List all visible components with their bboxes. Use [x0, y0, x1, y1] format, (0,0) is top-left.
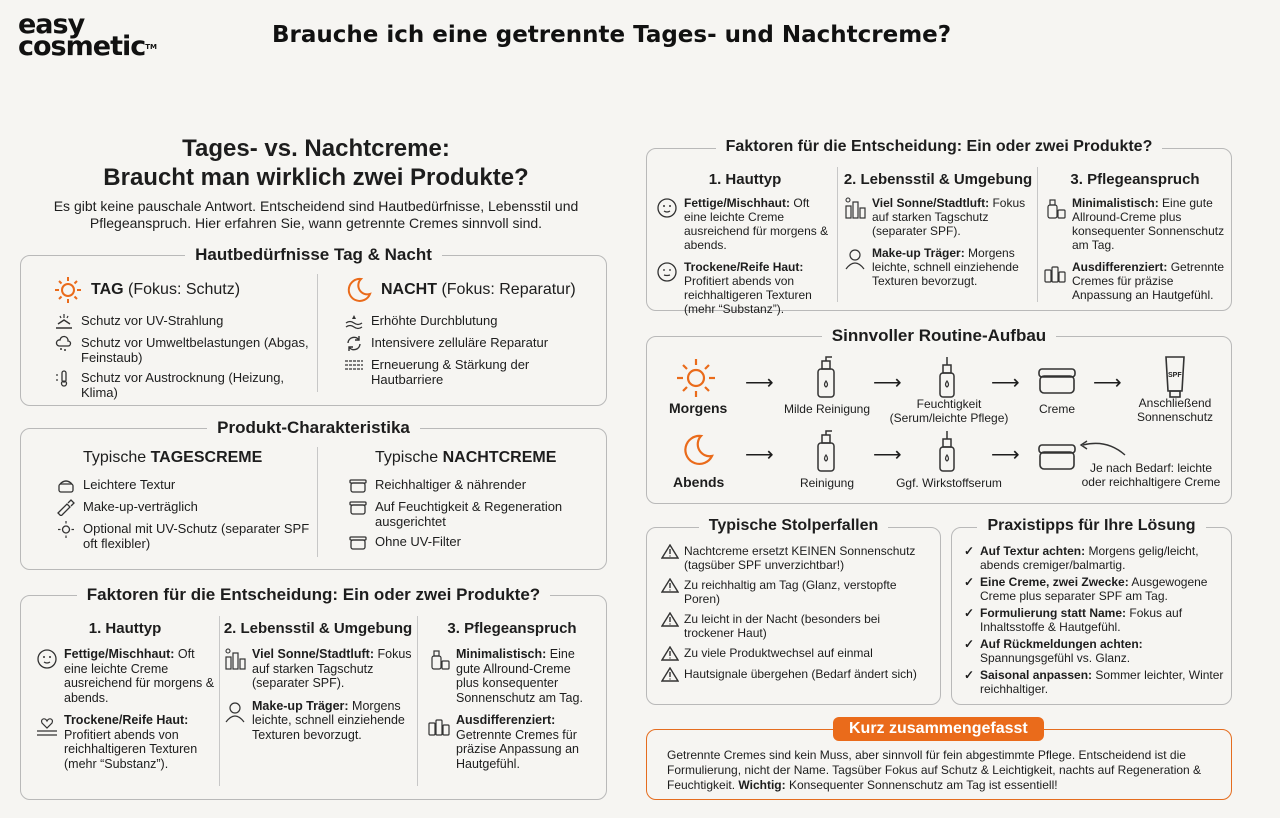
arrow-icon: ⟶: [991, 444, 1020, 466]
list-item: ✓ Auf Textur achten: Morgens gelig/leicht, abends cremiger/balmartig.: [964, 544, 1199, 572]
woman-portrait-icon: [223, 699, 247, 723]
list-item: Optional mit UV-Schutz (separater SPF oft flexibler): [55, 521, 315, 551]
factors-compact-column-2: [843, 171, 1033, 296]
repair-cycle-icon: [343, 335, 365, 352]
city-sun-icon: [843, 196, 867, 220]
night-cream-heading: Typische NACHTCREME: [375, 449, 557, 466]
list-item: Ohne UV-Filter: [347, 534, 597, 551]
woman-portrait-icon: [843, 246, 867, 270]
list-item: Zu leicht in der Nacht (besonders bei trockener Haut): [661, 612, 933, 640]
cleanser-bottle-icon: [815, 429, 837, 473]
list-item: Nachtcreme ersetzt KEINEN Sonnenschutz (tagsüber SPF unverzichtbar!): [661, 544, 933, 572]
step-label: Ggf. Wirkstoffserum: [896, 476, 1002, 490]
factors-box: [20, 585, 607, 800]
night-label: NACHT: [381, 281, 437, 298]
list-item: Schutz vor UV-Strahlung: [53, 313, 313, 330]
warning-icon: [661, 544, 679, 559]
sun-icon: [53, 276, 83, 304]
check-icon: ✓: [964, 668, 975, 682]
characteristics-night-column: [347, 449, 597, 556]
tips-box: [951, 517, 1232, 705]
skin-layer-icon: [35, 713, 59, 737]
routine-title: Sinnvoller Routine-Aufbau: [822, 326, 1056, 345]
characteristics-title: Produkt-Charakteristika: [207, 418, 420, 437]
moon-icon: [343, 276, 373, 304]
spf-label: SPF: [1168, 372, 1182, 379]
divider: [219, 616, 220, 786]
warning-icon: [661, 667, 679, 682]
summary-text: Getrennte Cremes sind kein Muss, aber sinnvoll für fein abgestimmte Pflege. Entscheidend ist die Formulierung, nicht der Name. Tagsüber Fokus auf Schutz & Leichtigkeit, nachts auf Regeneration & Feuchtigkeit. Wichtig: Konsequenter Sonnenschutz am Tag ist essentiell!: [667, 748, 1202, 792]
brand-line-2: cosmetic™: [18, 31, 157, 62]
list-item: Auf Feuchtigkeit & Regeneration ausgerichtet: [347, 499, 597, 529]
thermometer-icon: [53, 370, 75, 387]
factors-compact-box: [646, 138, 1232, 316]
step-label: Milde Reinigung: [783, 402, 871, 416]
step-label: Reinigung: [799, 476, 855, 490]
step-label: Feuchtigkeit (Serum/leichte Pflege): [889, 397, 1009, 425]
cream-jar-icon: [347, 534, 369, 551]
uv-shield-icon: [53, 313, 75, 330]
step-label: Creme: [1038, 402, 1075, 416]
warning-icon: [661, 578, 679, 593]
cleanser-bottle-icon: [815, 355, 837, 399]
factors-column-title: 2. Lebensstil & Umgebung: [223, 620, 413, 637]
arrow-icon: ⟶: [873, 444, 902, 466]
step-label: Anschließend Sonnenschutz: [1136, 396, 1214, 424]
list-item: Fettige/Mischhaut: Oft eine leichte Creme ausreichend für morgens & abends.: [655, 196, 835, 252]
list-item: Intensivere zelluläre Reparatur: [343, 335, 593, 352]
serum-dropper-icon: [937, 355, 957, 399]
tips-title: Praxistipps für Ihre Lösung: [977, 517, 1205, 534]
check-icon: ✓: [964, 544, 975, 558]
day-label: TAG: [91, 281, 124, 298]
list-item: Make-up Träger: Morgens leichte, schnell einziehende Texturen bevorzugt.: [223, 699, 413, 743]
bottle-set-icon: [1043, 260, 1067, 284]
list-item: Trockene/Reife Haut: Profitiert abends von reichhaltigeren Texturen (mehr “Substanz”).: [35, 713, 215, 771]
needs-night-column: [343, 276, 593, 392]
check-icon: ✓: [964, 637, 975, 651]
factors-column-title: 1. Hauttyp: [88, 620, 162, 637]
characteristics-day-column: [55, 449, 315, 556]
morning-label: Morgens: [669, 400, 728, 416]
list-item: Erneuerung & Stärkung der Hautbarriere: [343, 357, 593, 387]
sun-icon: [675, 357, 717, 399]
single-bottle-icon: [427, 647, 451, 671]
skin-barrier-icon: [343, 357, 365, 374]
divider: [417, 616, 418, 786]
list-item: Zu viele Produktwechsel auf einmal: [661, 646, 933, 661]
factors-column-1: [35, 620, 215, 779]
arrow-icon: ⟶: [1093, 372, 1122, 394]
list-item: Make-up-verträglich: [55, 499, 315, 516]
bottle-set-icon: [427, 713, 451, 737]
face-icon: [35, 647, 59, 671]
factors-column-title: 2. Lebensstil & Umgebung: [843, 171, 1033, 188]
factors-column-title: 3. Pflegeanspruch: [1070, 171, 1200, 188]
list-item: Ausdifferenziert: Getrennte Cremes für präzise Anpassung an Hautgefühl.: [1043, 260, 1227, 302]
pitfalls-list: [661, 544, 933, 688]
list-item: Erhöhte Durchblutung: [343, 313, 593, 330]
warning-icon: [661, 646, 679, 661]
brand-logo: [18, 9, 157, 62]
cream-jar-icon: [347, 477, 369, 494]
factors-column-3: [427, 620, 597, 779]
serum-dropper-icon: [937, 429, 957, 473]
hero-title-line-2: Braucht man wirklich zwei Produkte?: [103, 164, 529, 191]
check-icon: ✓: [964, 606, 975, 620]
routine-box: [646, 326, 1232, 504]
hero-title: [20, 134, 612, 192]
list-item: Ausdifferenziert: Getrennte Cremes für präzise Anpassung an Hautgefühl.: [427, 713, 597, 771]
factors-column-title: 3. Pflegeanspruch: [447, 620, 577, 637]
divider: [837, 167, 838, 302]
arrow-icon: ⟶: [991, 372, 1020, 394]
arrow-icon: ⟶: [745, 444, 774, 466]
cream-jar-icon: [1037, 365, 1077, 395]
list-item: Make-up Träger: Morgens leichte, schnell einziehende Texturen bevorzugt.: [843, 246, 1033, 288]
arrow-icon: ⟶: [873, 372, 902, 394]
divider: [317, 447, 318, 557]
needs-title: Hautbedürfnisse Tag & Nacht: [185, 245, 442, 264]
characteristics-box: [20, 418, 607, 570]
list-item: Fettige/Mischhaut: Oft eine leichte Creme ausreichend für morgens & abends.: [35, 647, 215, 705]
needs-day-column: [53, 276, 313, 405]
evening-label: Abends: [673, 474, 725, 490]
list-item: Schutz vor Austrocknung (Heizung, Klima): [53, 370, 313, 400]
circulation-icon: [343, 313, 365, 330]
factors-column-title: 1. Hauttyp: [708, 171, 782, 188]
page-title: Brauche ich eine getrennte Tages- und Nachtcreme?: [272, 22, 952, 48]
arrow-icon: ⟶: [745, 372, 774, 394]
curved-arrow-icon: [1077, 437, 1127, 457]
sun-icon: [55, 521, 77, 538]
trademark: TM: [145, 43, 157, 51]
needs-box: [20, 245, 607, 406]
factors-compact-column-1: [655, 171, 835, 324]
list-item: ✓ Auf Rückmeldungen achten: Spannungsgefühl vs. Glanz.: [964, 637, 1143, 665]
face-icon: [655, 196, 679, 220]
makeup-brush-icon: [55, 499, 77, 516]
list-item: Schutz vor Umweltbelastungen (Abgas, Feinstaub): [53, 335, 313, 365]
list-item: ✓ Saisonal anpassen: Sommer leichter, Winter reichhaltiger.: [964, 668, 1224, 696]
divider: [317, 274, 318, 392]
pitfalls-box: [646, 517, 941, 705]
cream-jar-icon: [347, 499, 369, 516]
list-item: Reichhaltiger & nährender: [347, 477, 597, 494]
step-label: Je nach Bedarf: leichte oder reichhaltigere Creme: [1081, 461, 1221, 489]
list-item: ✓ Eine Creme, zwei Zwecke: Ausgewogene Creme plus separater SPF am Tag.: [964, 575, 1208, 603]
factors-title: Faktoren für die Entscheidung: Ein oder zwei Produkte?: [77, 585, 550, 604]
brand-line-1: easy: [18, 9, 85, 40]
list-item: Minimalistisch: Eine gute Allround-Creme plus konsequenter Sonnenschutz am Tag.: [427, 647, 597, 705]
list-item: Viel Sonne/Stadtluft: Fokus auf starken Tagschutz (separater SPF).: [223, 647, 413, 691]
list-item: Viel Sonne/Stadtluft: Fokus auf starken Tagschutz (separater SPF).: [843, 196, 1033, 238]
summary-box: [646, 720, 1232, 800]
list-item: Trockene/Reife Haut: Profitiert abends von reichhaltigeren Texturen (mehr “Substanz”).: [655, 260, 835, 316]
list-item: ✓ Formulierung statt Name: Fokus auf Inhaltsstoffe & Hautgefühl.: [964, 606, 1183, 634]
face-icon: [655, 260, 679, 284]
summary-title: Kurz zusammengefasst: [833, 717, 1044, 741]
hero-title-line-1: Tages- vs. Nachtcreme:: [182, 135, 450, 162]
day-cream-heading: Typische TAGESCREME: [83, 449, 263, 466]
list-item: Hautsignale übergehen (Bedarf ändert sich): [661, 667, 933, 682]
factors-compact-column-3: [1043, 171, 1227, 310]
factors-compact-title: Faktoren für die Entscheidung: Ein oder zwei Produkte?: [716, 138, 1163, 155]
pitfalls-title: Typische Stolperfallen: [699, 517, 889, 534]
single-bottle-icon: [1043, 196, 1067, 220]
city-sun-icon: [223, 647, 247, 671]
list-item: Zu reichhaltig am Tag (Glanz, verstopfte Poren): [661, 578, 933, 606]
tips-list: [964, 544, 1224, 699]
hero-intro: Es gibt keine pauschale Antwort. Entscheidend sind Hautbedürfnisse, Lebensstil und Pflegeanspruch. Hier erfahren Sie, wann getrennte Cremes sinnvoll sind.: [53, 198, 579, 231]
list-item: Minimalistisch: Eine gute Allround-Creme plus konsequenter Sonnenschutz am Tag.: [1043, 196, 1227, 252]
divider: [1037, 167, 1038, 302]
check-icon: ✓: [964, 575, 975, 589]
list-item: Leichtere Textur: [55, 477, 315, 494]
day-focus: (Fokus: Schutz): [128, 281, 241, 298]
night-focus: (Fokus: Reparatur): [441, 281, 576, 298]
moon-icon: [681, 433, 715, 469]
factors-column-2: [223, 620, 413, 750]
warning-icon: [661, 612, 679, 627]
cream-jar-icon: [1037, 441, 1077, 471]
cloud-pollution-icon: [53, 335, 75, 352]
cream-jar-icon: [55, 477, 77, 494]
